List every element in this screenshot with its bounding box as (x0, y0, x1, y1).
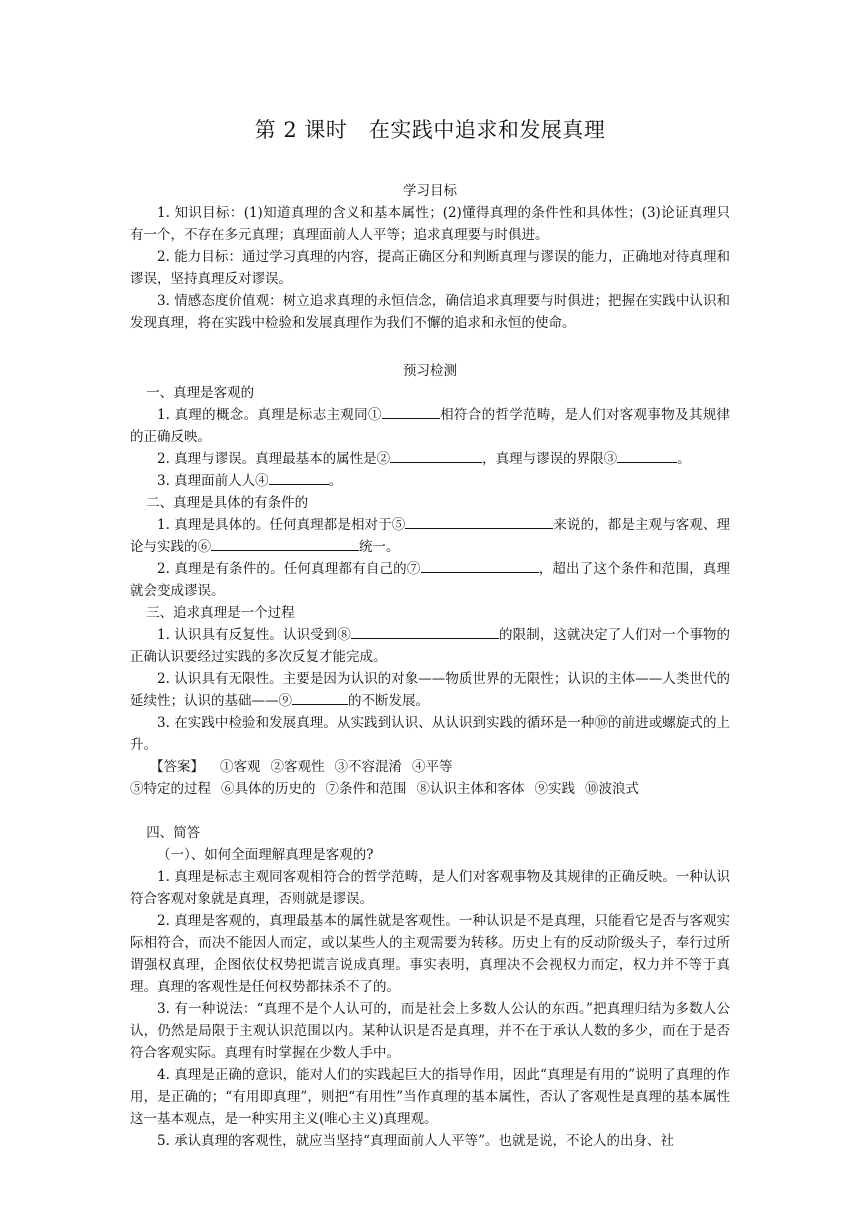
document-page (130, 0, 730, 1152)
text: 的限制，这就决定了人们对一个事物的正确认识要经过实践的多次反复才能完成。 (130, 627, 731, 665)
paragraph: 3. 在实践中检验和发展真理。从实践到认识、从认识到实践的循环是一种⑩的前进或螺旋式的上升。 (130, 715, 730, 753)
goals-heading: 学习目标 (403, 183, 457, 199)
paragraph: 5. 承认真理的客观性，就应当坚持“真理面前人人平等”。也就是说，不论人的出身、社 (157, 1133, 674, 1149)
answer-item: ⑧认识主体和客体 (416, 781, 525, 797)
text: ，真理与谬误的界限③ (482, 451, 618, 467)
goal-item: 3. 情感态度价值观：树立追求真理的永恒信念，确信追求真理要与时俱进；把握在实践中认识和发现真理，将在实践中检验和发展真理作为我们不懈的追求和永恒的使命。 (130, 293, 730, 331)
text: 。 (328, 473, 343, 489)
fill-blank[interactable] (211, 536, 359, 551)
answer-item: ⑩波浪式 (585, 781, 639, 797)
goal-item: 1. 知识目标：(1)知道真理的含义和基本属性；(2)懂得真理的条件性和具体性；(3)论证真理只有一个，不存在多元真理；真理面前人人平等；追求真理要与时俱进。 (130, 205, 730, 243)
preview-heading: 预习检测 (403, 363, 457, 379)
text: 的不断发展。 (348, 693, 429, 709)
answer-item: ①客观 (220, 759, 261, 775)
paragraph: 4. 真理是正确的意识，能对人们的实践起巨大的指导作用，因此“真理是有用的”说明了真理的作用，是正确的；“有用即真理”，则把“有用性”当作真理的基本属性，否认了客观性是真理的基本属性这一基本观点，是一种实用主义(唯心主义)真理观。 (130, 1067, 730, 1127)
answer-key (130, 756, 730, 778)
fill-blank[interactable] (617, 448, 677, 463)
text: 来说的，都是主观与客观、理论与实践的⑥ (130, 517, 731, 555)
text: 3. 真理面前人人④ (157, 473, 269, 489)
text: 。 (677, 451, 691, 467)
text: 统一。 (359, 539, 400, 555)
answer-item: ⑥具体的历史的 (221, 781, 316, 797)
section-heading: 四、简答 (146, 825, 201, 841)
text: 2. 真理与谬误。真理最基本的属性是② (157, 451, 391, 467)
fill-blank[interactable] (390, 448, 482, 463)
fill-blank[interactable] (269, 470, 329, 485)
section-heading: 三、追求真理是一个过程 (146, 605, 295, 621)
paragraph (130, 448, 730, 470)
text: 2. 认识具有无限性。主要是因为认识的对象——物质世界的无限性；认识的主体——人类世代的延续性；认识的基础——⑨ (130, 671, 730, 709)
answer-item: ③不容混淆 (334, 759, 402, 775)
text: 1. 真理是具体的。任何真理都是相对于⑤ (157, 517, 406, 533)
text: ，超出了这个条件和范围，真理就会变成谬误。 (130, 561, 731, 599)
paragraph: 2. 真理是客观的，真理最基本的属性就是客观性。一种认识是不是真理，只能看它是否与客观实际相符合，而决不能因人而定，或以某些人的主观需要为转移。历史上有的反动阶级头子，奉行过所谓强权真理，企图依仗权势把谎言说成真理。事实表明，真理决不会视权力而定，权力并不等于真理。真理的客观性是任何权势都抹杀不了的。 (130, 913, 730, 995)
answer-item: ②客观性 (270, 759, 325, 775)
paragraph (130, 404, 730, 448)
answer-key (130, 778, 730, 800)
section-heading: 二、真理是具体的有条件的 (146, 495, 309, 511)
fill-blank[interactable] (382, 404, 440, 419)
goal-item: 2. 能力目标：通过学习真理的内容，提高正确区分和判断真理与谬误的能力，正确地对待真理和谬误，坚持真理反对谬误。 (130, 249, 730, 287)
fill-blank[interactable] (405, 514, 553, 529)
paragraph: 1. 真理是标志主观同客观相符合的哲学范畴，是人们对客观事物及其规律的正确反映。一种认识符合客观对象就是真理，否则就是谬误。 (130, 869, 730, 907)
fill-blank[interactable] (351, 624, 499, 639)
question: （一）、如何全面理解真理是客观的? (157, 847, 374, 863)
answer-item: ④平等 (412, 759, 453, 775)
paragraph: 3. 有一种说法：“真理不是个人认可的，而是社会上多数人公认的东西。”把真理归结为多数人公认，仍然是局限于主观认识范围以内。某种认识是否是真理，并不在于承认人数的多少，而在于是否符合客观实际。真理有时掌握在少数人手中。 (130, 1001, 730, 1061)
text: 1. 真理的概念。真理是标志主观同① (157, 407, 382, 423)
text: 相符合的哲学范畴，是人们对客观事物及其规律的正确反映。 (130, 407, 731, 445)
paragraph (130, 470, 730, 492)
paragraph (130, 624, 730, 668)
paragraph (130, 668, 730, 712)
page-title: 第 2 课时 在实践中追求和发展真理 (254, 118, 606, 142)
fill-blank[interactable] (292, 690, 348, 705)
text: 1. 认识具有反复性。认识受到⑧ (157, 627, 351, 643)
answer-item: ⑦条件和范围 (325, 781, 407, 797)
section-heading: 一、真理是客观的 (146, 385, 255, 401)
answer-item: ⑨实践 (534, 781, 575, 797)
answer-item: ⑤特定的过程 (130, 781, 211, 797)
fill-blank[interactable] (421, 558, 539, 573)
paragraph (130, 558, 730, 602)
answer-label: 【答案】 (150, 759, 204, 775)
paragraph (130, 514, 730, 558)
text: 2. 真理是有条件的。任何真理都有自己的⑦ (157, 561, 421, 577)
